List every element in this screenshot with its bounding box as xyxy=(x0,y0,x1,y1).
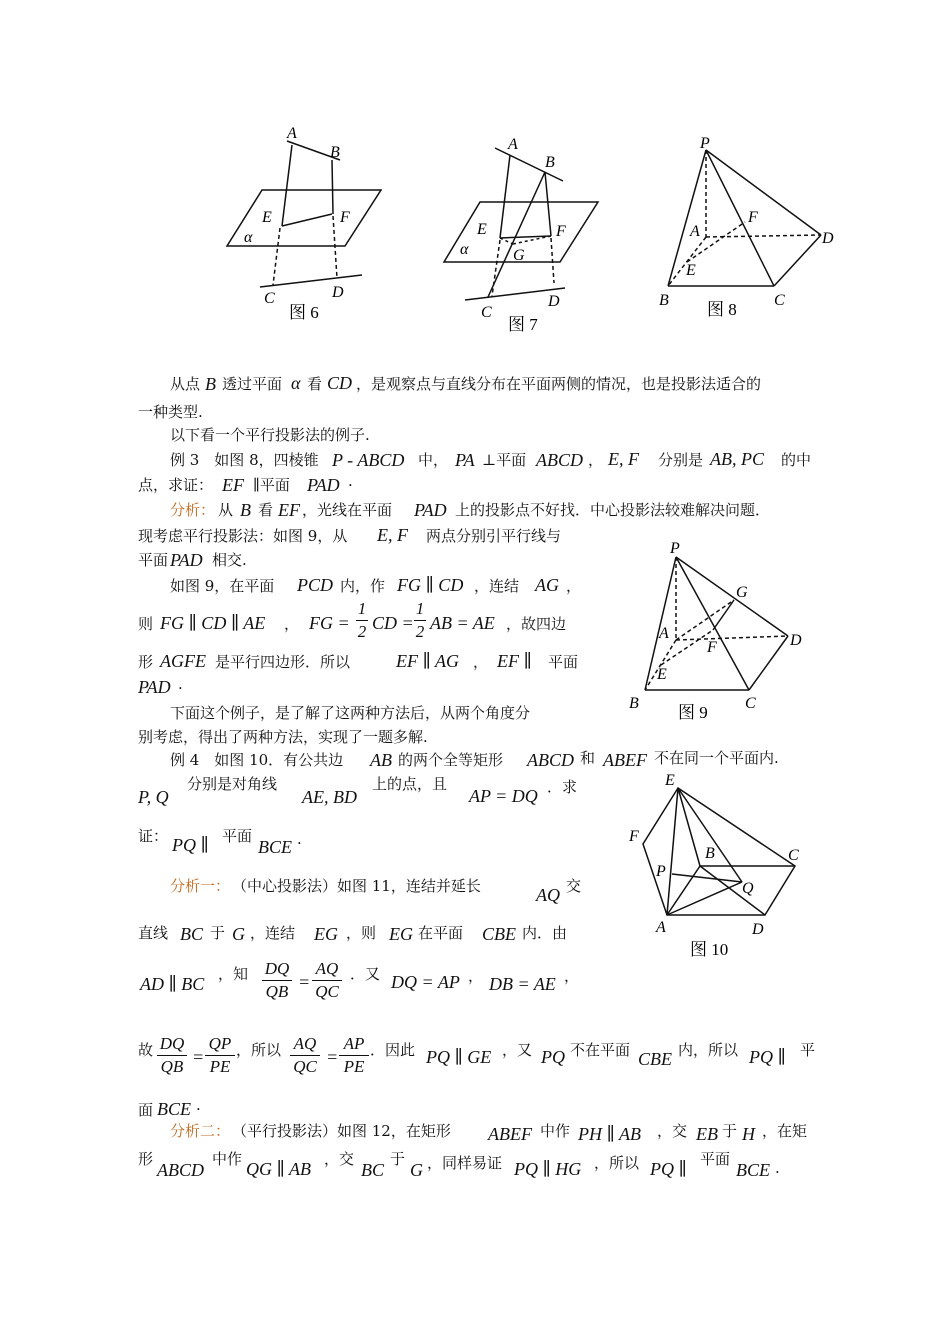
text-l21u: 平 xyxy=(800,1041,816,1059)
fig7-label-d: D xyxy=(548,293,560,310)
text-l21g: ，所以 xyxy=(236,1041,282,1059)
text-l4i: 分别是 xyxy=(658,451,704,469)
math-l9f: AG xyxy=(535,575,559,595)
text-l24m: 平面 xyxy=(700,1150,731,1168)
math-l6g: PAD xyxy=(414,500,447,520)
text-l17e: · xyxy=(297,834,302,852)
frac-num: QP xyxy=(208,1034,232,1053)
text-l12b: · xyxy=(178,679,183,697)
fig7-labels xyxy=(460,136,566,334)
fraction-dq-qb xyxy=(262,959,292,1002)
text-l20l: ， xyxy=(564,967,580,985)
text-l18d: 交 xyxy=(566,877,582,895)
fig9-label-b: B xyxy=(629,695,639,712)
text-l19c: 于 xyxy=(210,924,226,942)
math-l19b: BC xyxy=(180,924,204,944)
math-l23e: PH ∥ AB xyxy=(578,1124,641,1144)
math-l19h: EG xyxy=(389,924,413,944)
math-l22b: BCE xyxy=(157,1099,191,1119)
frac-num: AP xyxy=(343,1034,365,1053)
math-l11b: AGFE xyxy=(160,651,206,671)
text-l13: 下面这个例子，是了解了这两种方法后，从两个角度分 xyxy=(170,704,531,722)
text-l9a: 如图 9，在平面 xyxy=(170,577,275,595)
fig6-label-a: A xyxy=(287,125,297,142)
frac-den: 2 xyxy=(357,622,367,641)
fraction-aq-qc-2 xyxy=(290,1034,320,1077)
text-l1c: 透过平面 xyxy=(222,375,283,393)
math-l21n: PQ ∥ GE xyxy=(426,1047,492,1067)
math-l21d: = xyxy=(192,1047,205,1067)
frac-num: 1 xyxy=(415,599,425,618)
text-l21o: ，又 xyxy=(502,1041,533,1059)
math-l20a: AD ∥ BC xyxy=(140,974,205,994)
fraction-qp-pe xyxy=(205,1034,235,1077)
text-l15g: 不在同一个平面内. xyxy=(654,749,779,767)
text-l19k: 内．由 xyxy=(522,924,568,942)
math-l1f: CD xyxy=(327,373,353,393)
frac-den: QC xyxy=(293,1057,317,1076)
fig7-label-b: B xyxy=(545,154,555,171)
math-l10d: FG = xyxy=(309,613,350,633)
text-l4g: ， xyxy=(588,451,604,469)
text-l4c: 中， xyxy=(418,451,449,469)
frac-num: DQ xyxy=(159,1034,185,1053)
fraction-aq-qc xyxy=(312,959,342,1002)
fig9-label-a: A xyxy=(659,625,669,642)
text-l20h: ．又 xyxy=(350,965,381,983)
math-l15f: ABEF xyxy=(603,750,647,770)
frac-num: 1 xyxy=(357,599,367,618)
text-l7c: 两点分别引平行线与 xyxy=(426,527,562,545)
text-l22c: · xyxy=(196,1100,201,1118)
text-l6d: 看 xyxy=(258,501,274,519)
fig9-label-f: F xyxy=(707,639,717,656)
math-l20e: = xyxy=(298,972,311,992)
math-l24j: PQ ∥ HG xyxy=(514,1159,582,1179)
math-l4h: E, F xyxy=(608,449,639,469)
figure-9 xyxy=(620,530,820,730)
analysis-two-label: 分析二： xyxy=(170,1122,231,1140)
fig8-label-e: E xyxy=(686,262,696,279)
fig7-label-g: G xyxy=(513,247,525,264)
math-l6e: EF xyxy=(278,500,300,520)
math-l16c: AE, BD xyxy=(302,787,357,807)
fig9-label-p: P xyxy=(670,540,680,557)
text-l11a: 形 xyxy=(138,653,154,671)
text-l1a: 从点 xyxy=(170,375,201,393)
text-l10c: ， xyxy=(284,615,300,633)
text-l7a: 现考虑平行投影法：如图 9，从 xyxy=(138,527,348,545)
fig8-label-b: B xyxy=(659,292,669,309)
text-l24c: 中作 xyxy=(212,1150,243,1168)
text-l22a: 面 xyxy=(138,1101,154,1119)
fig6-label-b: B xyxy=(330,144,340,161)
math-l21r: CBE xyxy=(638,1049,672,1069)
text-l16b: 分别是对角线 xyxy=(187,775,278,793)
math-l21j: = xyxy=(326,1047,339,1067)
analysis-label: 分析： xyxy=(170,501,216,519)
math-l24l: PQ ∥ xyxy=(650,1159,687,1179)
math-l10j: AB = AE xyxy=(430,613,495,633)
text-l5c: ∥平面 xyxy=(253,476,290,494)
fig10-label-e: E xyxy=(665,772,675,789)
fig8-label-a: A xyxy=(690,223,700,240)
text-l19i: 在平面 xyxy=(418,924,464,942)
text-l15c: 的两个全等矩形 xyxy=(398,751,504,769)
text-l23d: 中作 xyxy=(540,1122,571,1140)
math-l24n: BCE xyxy=(736,1160,770,1180)
text-l9g: ， xyxy=(566,577,582,595)
frac-den: PE xyxy=(209,1057,231,1076)
fig7-label-c: C xyxy=(481,304,492,321)
text-l4a: 例 3 如图 8，四棱锥 xyxy=(170,451,319,469)
fig9-label-d: D xyxy=(790,632,802,649)
text-l5e: · xyxy=(348,476,353,494)
math-l15b: AB xyxy=(370,750,392,770)
text-l24i: ，同样易证 xyxy=(427,1154,503,1172)
math-l24h: G xyxy=(410,1160,423,1180)
fraction-dq-qb-2 xyxy=(157,1034,187,1077)
fraction-ap-pe xyxy=(339,1034,369,1077)
text-l18b: （中心投影法）如图 11，连结并延长 xyxy=(232,877,481,895)
math-l9d: FG ∥ CD xyxy=(397,575,464,595)
math-l4f: ABCD xyxy=(536,450,583,470)
text-l4k: 的中 xyxy=(781,451,812,469)
text-l10a: 则 xyxy=(138,615,154,633)
text-l24o: . xyxy=(775,1159,780,1177)
math-l11f: EF ∥ xyxy=(497,651,532,671)
fig7-label-e: E xyxy=(477,221,487,238)
fig8-caption: 图 8 xyxy=(707,300,737,319)
fig9-caption: 图 9 xyxy=(678,703,708,722)
frac-den: QC xyxy=(315,982,339,1001)
fig10-label-d: D xyxy=(752,921,764,938)
fig6-label-alpha: α xyxy=(244,229,253,246)
fig10-caption: 图 10 xyxy=(690,940,729,959)
text-l8c: 相交. xyxy=(212,551,247,569)
math-l15d: ABCD xyxy=(527,750,574,770)
fig6-caption: 图 6 xyxy=(289,303,319,322)
text-l19a: 直线 xyxy=(138,924,169,942)
math-l1b: B xyxy=(205,374,216,394)
text-l17a: 证： xyxy=(138,827,169,845)
text-l11e: ， xyxy=(473,653,489,671)
math-l5d: PAD xyxy=(307,475,340,495)
text-l3: 以下看一个平行投影法的例子. xyxy=(170,426,370,444)
math-l10b: FG ∥ CD ∥ AE xyxy=(160,613,266,633)
text-l15e: 和 xyxy=(580,749,596,767)
fraction-half-2 xyxy=(414,599,426,642)
text-l16f: ．求 xyxy=(547,778,578,796)
math-l17b: PQ ∥ xyxy=(172,835,209,855)
text-l1g: ，是观察点与直线分布在平面两侧的情况，也是投影法适合的 xyxy=(356,375,762,393)
text-l8a: 平面 xyxy=(138,551,169,569)
math-l7b: E, F xyxy=(377,525,408,545)
text-l23j: ，在矩 xyxy=(762,1122,808,1140)
math-l18c: AQ xyxy=(536,885,560,905)
math-l19f: EG xyxy=(314,924,338,944)
text-l16d: 上的点，且 xyxy=(372,775,448,793)
fig8-label-p: P xyxy=(700,135,710,152)
text-l23f: ，交 xyxy=(657,1122,688,1140)
frac-den: QB xyxy=(160,1057,184,1076)
figure-6 xyxy=(0,0,950,360)
text-l24a: 形 xyxy=(138,1150,154,1168)
math-l24b: ABCD xyxy=(157,1160,204,1180)
text-l1e: 看 xyxy=(307,375,323,393)
text-l21m: ．因此 xyxy=(370,1041,416,1059)
frac-den: QB xyxy=(265,982,289,1001)
text-l23h: 于 xyxy=(722,1122,738,1140)
math-l24d: QG ∥ AB xyxy=(246,1159,311,1179)
text-l21s: 内，所以 xyxy=(678,1041,739,1059)
math-l23i: H xyxy=(742,1124,755,1144)
frac-num: DQ xyxy=(264,959,290,978)
fig7-label-a: A xyxy=(508,136,518,153)
math-l20i: DQ = AP xyxy=(391,972,460,992)
text-l23b: （平行投影法）如图 12，在矩形 xyxy=(232,1122,451,1140)
text-l9c: 内，作 xyxy=(340,577,386,595)
math-l24f: BC xyxy=(361,1160,385,1180)
fig6-label-c: C xyxy=(264,290,275,307)
text-l15a: 例 4 如图 10．有公共边 xyxy=(170,751,344,769)
math-l4d: PA xyxy=(455,450,475,470)
math-l4b: P - ABCD xyxy=(332,450,405,470)
fig7-label-alpha: α xyxy=(460,241,469,258)
math-l23g: EB xyxy=(696,1124,718,1144)
math-l21p: PQ xyxy=(541,1047,565,1067)
fig9-label-e: E xyxy=(657,666,667,683)
fig6-label-d: D xyxy=(332,284,344,301)
text-l11g: 平面 xyxy=(548,653,579,671)
figure-10 xyxy=(620,765,820,965)
fig7-label-f: F xyxy=(556,223,566,240)
text-l21a: 故 xyxy=(138,1041,154,1059)
math-l23c: ABEF xyxy=(488,1124,532,1144)
text-l19e: ，连结 xyxy=(250,924,296,942)
math-l21t: PQ ∥ xyxy=(749,1047,786,1067)
text-l24g: 于 xyxy=(390,1150,406,1168)
text-l6b: 从 xyxy=(218,501,234,519)
math-l11d: EF ∥ AG xyxy=(396,651,459,671)
math-l16a: P, Q xyxy=(138,787,169,807)
fig7-caption: 图 7 xyxy=(508,315,538,334)
math-l8b: PAD xyxy=(170,550,203,570)
math-l6c: B xyxy=(240,500,251,520)
math-l5b: EF xyxy=(222,475,244,495)
text-l10k: ，故四边 xyxy=(506,615,567,633)
text-l19g: ，则 xyxy=(346,924,377,942)
fig9-label-c: C xyxy=(745,695,756,712)
fig6-label-e: E xyxy=(262,209,272,226)
text-l20b: ，知 xyxy=(218,965,249,983)
frac-den: 2 xyxy=(415,622,425,641)
text-l14: 别考虑，得出了两种方法，实现了一题多解. xyxy=(138,728,428,746)
text-l11c: 是平行四边形．所以 xyxy=(215,653,351,671)
math-l17d: BCE xyxy=(258,837,292,857)
text-l6h: 上的投影点不好找．中心投影法较难解决问题． xyxy=(455,501,771,519)
fig8-label-d: D xyxy=(822,230,834,247)
text-l2: 一种类型. xyxy=(138,403,203,421)
fig10-label-p: P xyxy=(656,863,666,880)
text-l6f: ，光线在平面 xyxy=(302,501,393,519)
math-l9b: PCD xyxy=(297,575,333,595)
fig6-label-f: F xyxy=(340,209,350,226)
fig9-label-g: G xyxy=(736,584,748,601)
text-l21q: 不在平面 xyxy=(570,1041,631,1059)
math-l16e: AP = DQ xyxy=(469,786,538,806)
fig10-label-a: A xyxy=(656,919,666,936)
fig10-label-f: F xyxy=(629,828,639,845)
math-l4j: AB, PC xyxy=(710,449,764,469)
fraction-half-1 xyxy=(356,599,368,642)
text-l9e: ，连结 xyxy=(474,577,520,595)
fig8-label-c: C xyxy=(774,292,785,309)
text-l24e: ，交 xyxy=(324,1150,355,1168)
math-l12a: PAD xyxy=(138,677,171,697)
text-l5a: 点，求证： xyxy=(138,476,214,494)
text-l4e: ⊥平面 xyxy=(482,451,527,469)
analysis-one-label: 分析一： xyxy=(170,877,231,895)
fig10-label-b: B xyxy=(705,845,715,862)
math-l19d: G xyxy=(232,924,245,944)
frac-den: PE xyxy=(343,1057,365,1076)
fig8-label-f: F xyxy=(748,209,758,226)
text-l20j: ， xyxy=(468,967,484,985)
frac-num: AQ xyxy=(315,959,339,978)
math-l20k: DB = AE xyxy=(489,974,556,994)
math-l19j: CBE xyxy=(482,924,516,944)
frac-num: AQ xyxy=(293,1034,317,1053)
fig10-label-c: C xyxy=(788,847,799,864)
math-l10g: CD = xyxy=(372,613,414,633)
math-l1d: α xyxy=(291,373,301,393)
text-l24k: ，所以 xyxy=(594,1154,640,1172)
text-l17c: 平面 xyxy=(222,827,253,845)
fig10-label-q: Q xyxy=(742,880,754,897)
